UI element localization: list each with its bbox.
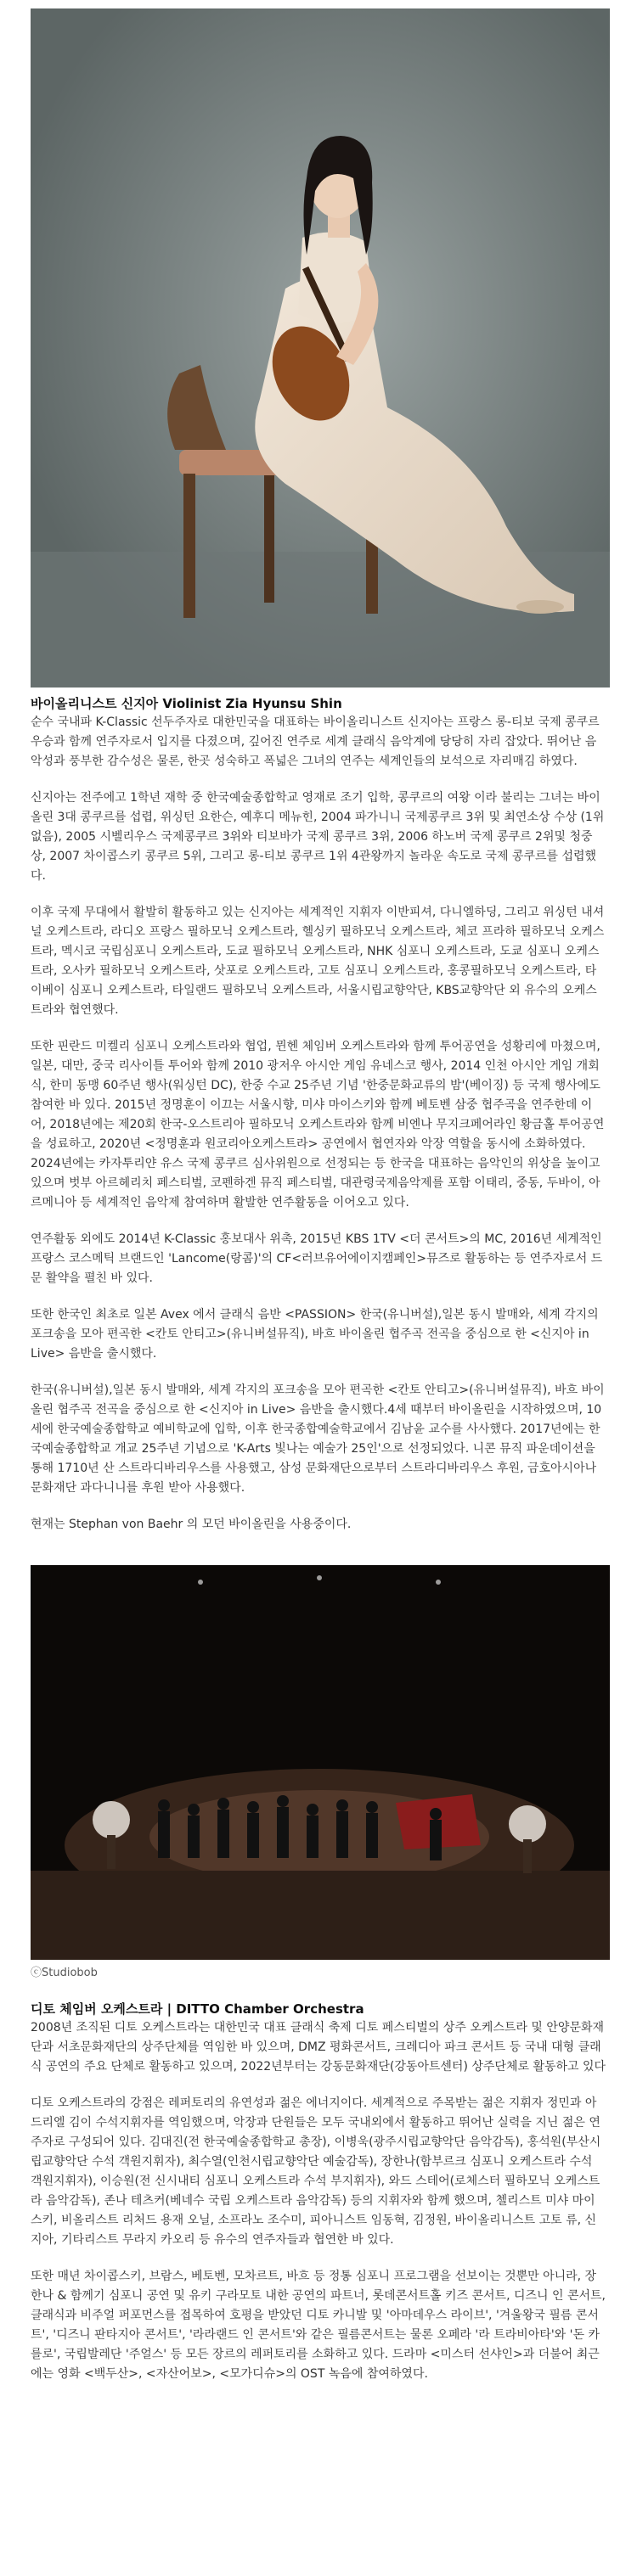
ensemble-paragraph-3: 또한 매년 차이콥스키, 브람스, 베토벤, 모차르트, 바흐 등 정통 심포니 프로그램을 선보이는 것뿐만 아니라, 장한나 & 함께기 심포니 공연 및 유키 구라모토 내한 공연의 파트너, 롯데콘서트홀 키즈 콘서트, 디즈니 인 콘서트, 클래식과 비주얼 퍼포먼스를 접목하여 호평을 받았던 디토 카니발 및 '아마데우스 라이브', '겨울왕국 필름 콘서트', '디즈니 판타지아 콘서트', '라라랜드 인 콘서트'와 같은 필름콘서트는 물론 오페라 '라 트라비아타'와 '돈 카를로', 국립발레단 '주얼스' 등 모든 장르의 레퍼토리를 소화하고 있다. 드라마 <미스터 선샤인>과 더불어 최근에는 영화 <백두산>, <자산어보>, <모가디슈>의 OST 녹음에 참여하였다. (31, 2270, 606, 2381)
artist-paragraph-5: 연주활동 외에도 2014년 K-Classic 홍보대사 위촉, 2015년 KBS 1TV <더 콘서트>의 MC, 2016년 세계적인 프랑스 코스메틱 브랜드인 'Lancome(랑콤)'의 CF<러브유어에이지캠페인>뮤즈로 활동하는 등 연주자로서 드문 활약을 펼친 바 있다. (31, 1232, 603, 1285)
artist-paragraph-4: 또한 핀란드 미켈리 심포니 오케스트라와 협업, 뮌헨 체임버 오케스트라와 함께 투어공연을 성황리에 마쳤으며, 일본, 대만, 중국 리사이틀 투어와 함께 2010 광저우 아시안 게임 유네스코 행사, 2014 인천 아시안 게임 개회식, 한미 동맹 60주년 행사(워싱턴 DC), 한중 수교 25주년 기념 '한중문화교류의 밤'(베이징) 등 국제 행사에도 참여한 바 있다. 2015년 정명훈이 이끄는 서울시향, 미샤 마이스키와 함께 베토벤 삼중 협주곡을 연주한데 이어, 2018년에는 제20회 한국-오스트리아 필하모닉 오케스트라와 함께 비엔나 무지크페어라인 황금홀 투어공연을 성료하고, 2020년 <정명훈과 원코리아오케스트라> 공연에서 협연자와 악장 역할을 동시에 소화하였다. 2024년에는 카자투리얀 유스 국제 콩쿠르 심사위원으로 선정되는 등 한국을 대표하는 음악인의 위상을 높이고 있으며 벗부 아르헤리치 페스티벌, 코펜하겐 뮤직 페스티벌, 대관령국제음악제를 포함 이태리, 중동, 두바이, 아르메니아 등 세계적인 음악제 참여하며 활발한 연주활동을 이어오고 있다. (31, 1040, 605, 1209)
artist-paragraph-7: 한국(유니버설),일본 동시 발매와, 세계 각지의 포크송을 모아 편곡한 <칸토 안티고>(유니버설뮤직), 바흐 바이올린 협주곡 전곡을 중심으로 한 <신지아 in Live> 음반을 출시했다.4세 때부터 바이올린을 시작하였으며, 10세에 한국예술종합학교 예비학교에 입학, 이후 한국종합예술학교에서 김남윤 교수를 사사했다. 2017년에는 한국예술종합학교 개교 25주년 기념으로 'K-Arts 빛나는 예술가 25인'으로 선정되었다. 니콘 뮤직 파운데이션을 통해 1710년 산 스트라디바리우스를 사용했고, 삼성 문화재단으로부터 스트라디바리우스 후원, 금호아시아나 문화재단 과다니니를 후원 받아 사용했다. (31, 1383, 605, 1495)
artist-paragraph-2: 신지아는 전주에고 1학년 재학 중 한국예술종합학교 영재로 조기 입학, 콩쿠르의 여왕 이라 불리는 그녀는 바이올린 3대 콩쿠르를 섭렵, 위싱턴 요한슨, 예후디 메뉴힌, 2004 파가니니 국제콩쿠르 3위 및 최연소상 수상 (1위없음), 2005 시벨리우스 국제콩쿠르 3위와 티보바가 국제 콩쿠르 3위, 2006 하노버 국제 콩쿠르 2위및 청중상, 2007 차이콥스키 콩쿠르 5위, 그리고 롱-티보 콩쿠르 1위 4관왕까지 놀라운 속도로 국제 콩쿠르를 섭렵했다. (31, 791, 605, 883)
concert-illustration (31, 1565, 610, 1960)
ensemble-heading: 디토 체임버 오케스트라 | DITTO Chamber Orchestra (31, 2001, 364, 2017)
orchestra-concert-photo (31, 1565, 610, 1960)
photo-credit: ⓒStudiobob (31, 1967, 98, 1979)
portrait-illustration (31, 8, 610, 687)
artist-paragraph-8: 현재는 Stephan von Baehr 의 모던 바이올린을 사용중이다. (31, 1518, 352, 1531)
artist-paragraph-3: 이후 국제 무대에서 활발히 활동하고 있는 신지아는 세계적인 지휘자 이반피셔, 다니엘하딩, 그리고 위싱턴 내셔널 오케스트라, 라디오 프랑스 필하모닉 오케스트라, 헬싱키 필하모닉 오케스트라, 체코 프라하 필하모닉 오케스트라, 멕시코 국립심포니 오케스트라, 도쿄 필하모닉 오케스트라, NHK 심포니 오케스트라, 도쿄 심포니 오케스트라, 오사카 필하모닉 오케스트라, 삿포로 오케스트라, 고토 심포니 오케스트라, 홍콩필하모닉 오케스트라, 타이베이 심포니 오케스트라, 타일랜드 필하모닉 오케스트라, 서울시립교향악단, KBS교향악단 외 유수의 오케스트라와 협연했다. (31, 906, 605, 1017)
artist-heading: 바이올리니스트 신지아 Violinist Zia Hyunsu Shin (31, 696, 342, 711)
artist-paragraph-6: 또한 한국인 최초로 일본 Avex 에서 클래식 음반 <PASSION> 한국(유니버설),일본 동시 발매와, 세계 각지의 포크송을 모아 편곡한 <칸토 안티고>(유니버설뮤직), 바흐 바이올린 협주곡 전곡을 중심으로 한 <신지아 in Live> 음반을 출시했다. (31, 1308, 599, 1361)
ensemble-paragraph-1: 2008년 조직된 디토 오케스트라는 대한민국 대표 클래식 축제 디토 페스티벌의 상주 오케스트라 및 안양문화재단과 서초문화재단의 상주단체를 역임한 바 있으며, DMZ 평화콘서트, 크레디아 파크 콘서트 등 국내 대형 클래식 공연의 주요 단체로 활동하고 있으며, 2022년부터는 강동문화재단(강동아트센터) 상주단체로 활동하고 있다 (31, 2021, 606, 2074)
artist-paragraph-1: 순수 국내파 K-Classic 선두주자로 대한민국을 대표하는 바이올리니스트 신지아는 프랑스 롱-티보 국제 콩쿠르 우승과 함께 연주자로서 입지를 다졌으며, 깊어진 연주로 세계 클래식 음악계에 당당히 자리 잡았다. 뛰어난 음악성과 풍부한 감수성은 물론, 한곳 성숙하고 폭넓은 그녀의 연주는 세계인들의 보석으로 자리매김 하였다. (31, 716, 600, 768)
violinist-portrait-photo (31, 8, 610, 687)
ensemble-paragraph-2: 디토 오케스트라의 강점은 레퍼토리의 유연성과 젊은 에너지이다. 세계적으로 주목받는 젊은 지휘자 정민과 아드리엘 김이 수석지휘자를 역임했으며, 악장과 단원들은 모두 국내외에서 활동하고 뛰어난 실력을 지닌 젊은 연주자로 구성되어 있다. 김대진(전 한국예술종합학교 총장), 이병욱(광주시립교향악단 음악감독), 홍석원(부산시립교향악단 수석 객원지휘자), 최수열(인천시립교향악단 예술감독), 장한나(함부르크 심포니 오케스트라 수석 객원지휘자), 이승원(전 신시내티 심포니 오케스트라 수석 부지휘자), 와드 스테어(로체스터 필하모닉 오케스트라 음악감독), 존나 테츠커(베네수 국립 오케스트라 음악감독) 등의 지휘자와 함께 했으며, 첼리스트 미샤 마이스키, 비올리스트 리처드 용재 오닐, 소프라노 조수미, 피아니스트 임동혁, 김정원, 바이올리니스트 고토 류, 신지아, 기타리스트 무라지 카오리 등 유수의 연주자들과 협연한 바 있다. (31, 2096, 601, 2247)
